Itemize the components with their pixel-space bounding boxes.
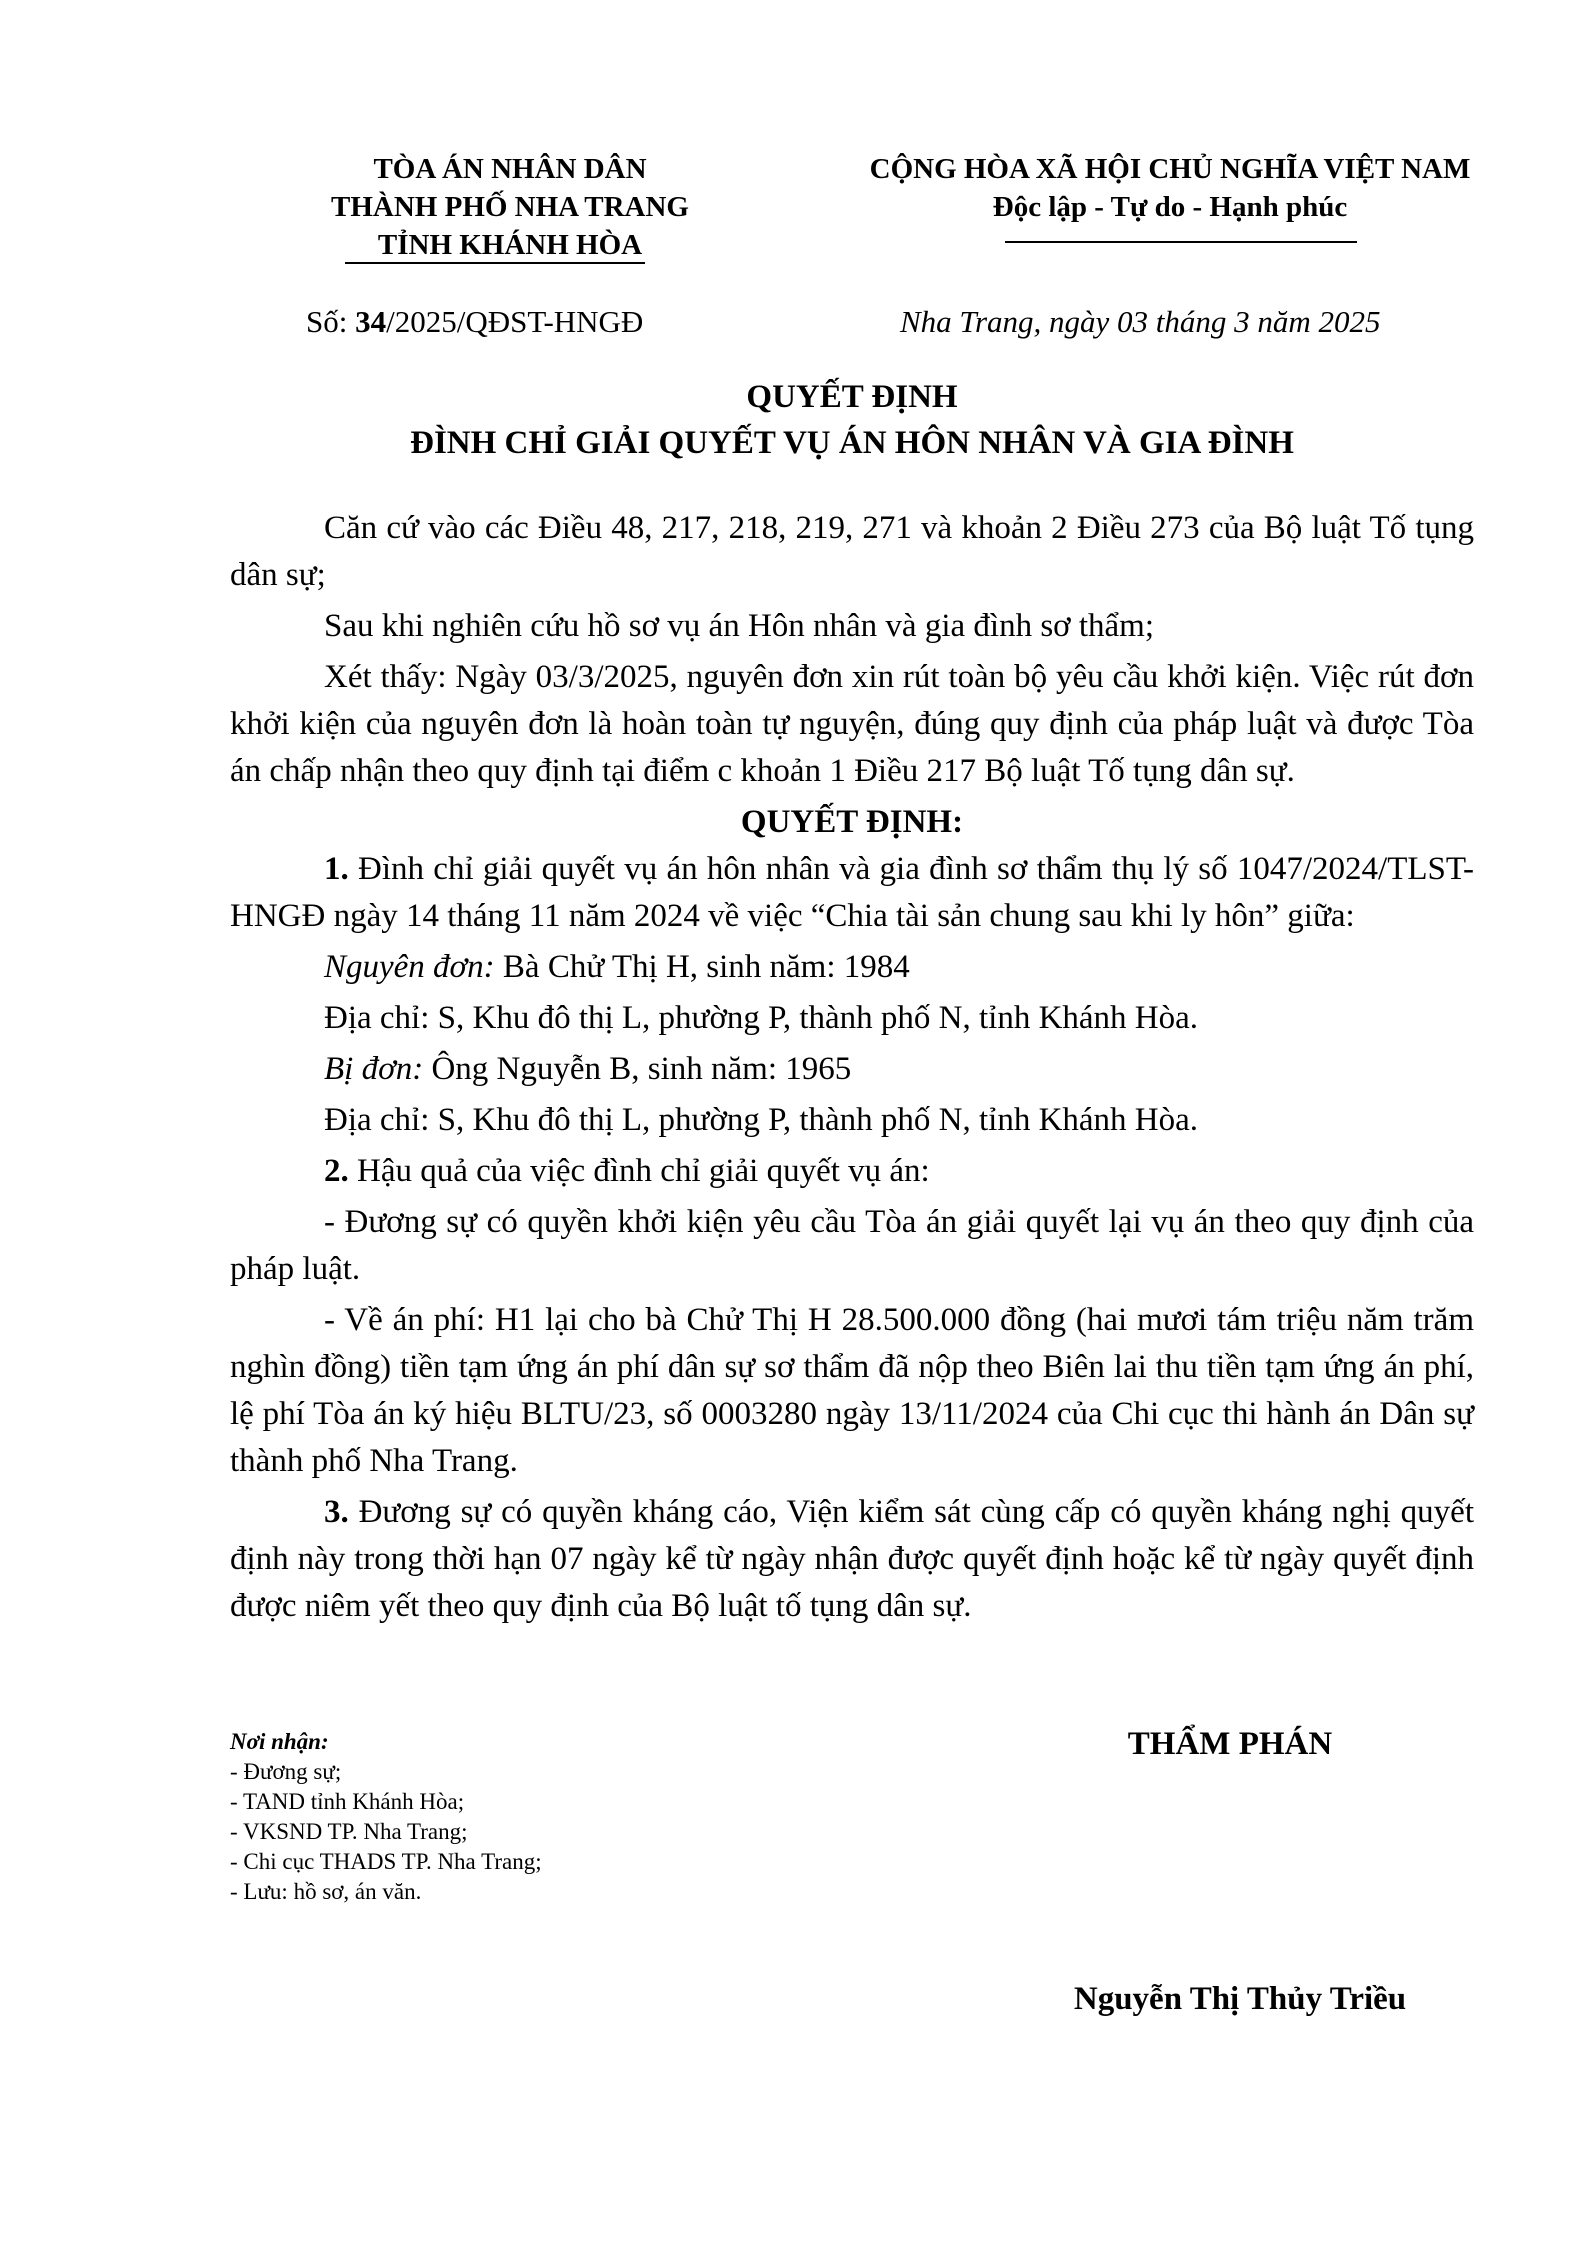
consequence-bullet-2: - Về án phí: H1 lại cho bà Chử Thị H 28.500.000 đồng (hai mươi tám triệu năm trăm nghìn đồng) tiền tạm ứng án phí dân sự sơ thẩm đã nộp theo Biên lai thu tiền tạm ứng án phí, lệ phí Tòa án ký hiệu BLTU/23, số 0003280 ngày 13/11/2024 của Chi cục thi hành án Dân sự thành phố Nha Trang. — [230, 1302, 1474, 1479]
court-line-3: TỈNH KHÁNH HÒA — [377, 229, 643, 261]
recipients-heading: Nơi nhận: — [230, 1729, 329, 1754]
recipient-item: - Lưu: hồ sơ, án văn. — [230, 1879, 422, 1904]
defendant-line — [230, 1046, 1474, 1093]
item-3-text: Đương sự có quyền kháng cáo, Viện kiểm sát cùng cấp có quyền kháng nghị quyết định này trong thời hạn 07 ngày kể từ ngày nhận được quyết định hoặc kể từ ngày quyết định được niêm yết theo quy định của Bộ luật tố tụng dân sự. — [230, 1494, 1474, 1624]
issuing-court — [270, 150, 750, 264]
basis-paragraph-1: Căn cứ vào các Điều 48, 217, 218, 219, 271 và khoản 2 Điều 273 của Bộ luật Tố tụng dân sự; — [230, 510, 1474, 593]
decision-item-1 — [230, 846, 1474, 940]
place-date: Nha Trang, ngày 03 tháng 3 năm 2025 — [900, 304, 1381, 339]
national-heading — [820, 150, 1520, 226]
defendant-value: Ông Nguyễn B, sinh năm: 1965 — [423, 1051, 852, 1087]
decision-item-2 — [230, 1148, 1474, 1195]
item-2-number: 2. — [324, 1153, 349, 1189]
signer-title: THẨM PHÁN — [1127, 1726, 1333, 1762]
title-line-1: QUYẾT ĐỊNH — [746, 379, 958, 415]
defendant-label: Bị đơn: — [324, 1051, 424, 1087]
number-prefix: Số: — [306, 304, 356, 339]
basis-paragraph-2: Sau khi nghiên cứu hồ sơ vụ án Hôn nhân và gia đình sơ thẩm; — [324, 608, 1155, 644]
document-number — [306, 302, 643, 342]
item-1-number: 1. — [324, 851, 349, 887]
decision-item-3 — [230, 1489, 1474, 1630]
plaintiff-label: Nguyên đơn: — [324, 949, 495, 985]
motto-underline — [1005, 241, 1357, 243]
number-suffix: /2025/QĐST-HNGĐ — [386, 304, 644, 339]
recipient-item: - TAND tỉnh Khánh Hòa; — [230, 1789, 465, 1814]
recipient-item: - VKSND TP. Nha Trang; — [230, 1819, 468, 1844]
national-motto: Độc lập - Tự do - Hạnh phúc — [992, 191, 1348, 223]
basis-paragraph-3: Xét thấy: Ngày 03/3/2025, nguyên đơn xin rút toàn bộ yêu cầu khởi kiện. Việc rút đơn khởi kiện của nguyên đơn là hoàn toàn tự nguyện, đúng quy định của pháp luật và được Tòa án chấp nhận theo quy định tại điểm c khoản 1 Điều 217 Bộ luật Tố tụng dân sự. — [230, 659, 1474, 789]
plaintiff-value: Bà Chử Thị H, sinh năm: 1984 — [494, 949, 910, 985]
title-line-2: ĐÌNH CHỈ GIẢI QUYẾT VỤ ÁN HÔN NHÂN VÀ GIA ĐÌNH — [410, 425, 1294, 461]
court-underline — [345, 262, 645, 264]
recipients-block — [230, 1727, 790, 1907]
item-2-text: Hậu quả của việc đình chỉ giải quyết vụ án: — [348, 1153, 930, 1189]
item-3-number: 3. — [324, 1494, 349, 1530]
item-1-text: Đình chỉ giải quyết vụ án hôn nhân và gia đình sơ thẩm thụ lý số 1047/2024/TLST-HNGĐ ngày 14 tháng 11 năm 2024 về việc “Chia tài sản chung sau khi ly hôn” giữa: — [230, 851, 1474, 934]
consequence-bullet-1: - Đương sự có quyền khởi kiện yêu cầu Tòa án giải quyết lại vụ án theo quy định của pháp luật. — [230, 1204, 1474, 1287]
plaintiff-line — [230, 944, 1474, 991]
national-title: CỘNG HÒA XÃ HỘI CHỦ NGHĨA VIỆT NAM — [869, 153, 1471, 185]
court-line-1: TÒA ÁN NHÂN DÂN — [373, 153, 647, 185]
signer-name: Nguyễn Thị Thủy Triều — [1073, 1981, 1407, 2017]
decision-heading: QUYẾT ĐỊNH: — [740, 804, 964, 840]
court-line-2: THÀNH PHỐ NHA TRANG — [331, 191, 689, 223]
document-body — [230, 505, 1474, 1630]
document-title — [230, 374, 1474, 466]
number-value: 34 — [355, 304, 387, 339]
defendant-address: Địa chỉ: S, Khu đô thị L, phường P, thành phố N, tỉnh Khánh Hòa. — [324, 1102, 1199, 1138]
plaintiff-address: Địa chỉ: S, Khu đô thị L, phường P, thành phố N, tỉnh Khánh Hòa. — [324, 1000, 1199, 1036]
recipient-item: - Đương sự; — [230, 1759, 342, 1784]
recipient-item: - Chi cục THADS TP. Nha Trang; — [230, 1849, 542, 1874]
